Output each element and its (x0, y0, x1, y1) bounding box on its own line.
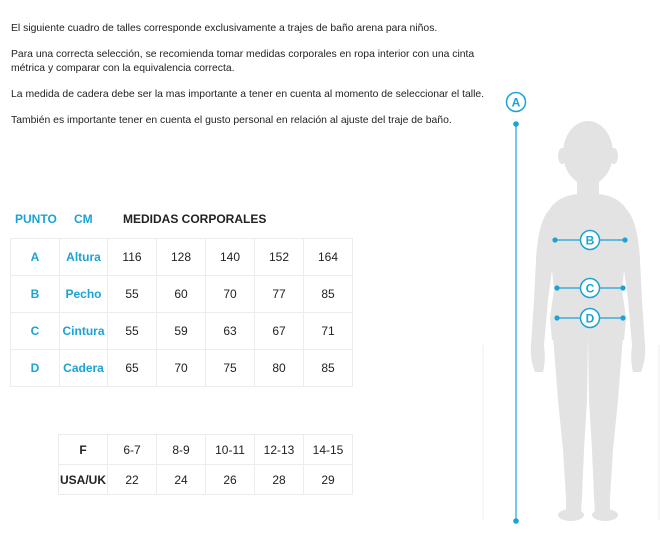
size-cell: 12-13 (255, 435, 304, 465)
table-row (11, 350, 353, 387)
value-cell: 55 (108, 276, 157, 313)
height-dot-bottom (513, 518, 519, 524)
value-cell: 164 (304, 239, 353, 276)
table-row (59, 465, 353, 495)
value-cell: 116 (108, 239, 157, 276)
value-cell: 85 (304, 350, 353, 387)
value-cell: 65 (108, 350, 157, 387)
value-cell: 77 (255, 276, 304, 313)
sizes-table (58, 434, 353, 495)
size-cell: 28 (255, 465, 304, 495)
measure-label: Altura (60, 239, 108, 276)
marker-d-label: D (585, 311, 595, 326)
marker-b-label: B (585, 233, 595, 248)
header-punto: PUNTO (15, 212, 57, 226)
value-cell: 70 (206, 276, 255, 313)
table-row (11, 313, 353, 350)
silhouette-foot (592, 509, 618, 521)
value-cell: 128 (157, 239, 206, 276)
size-row-label: USA/UK (59, 465, 108, 495)
value-cell: 152 (255, 239, 304, 276)
chest-dot (622, 237, 627, 242)
silhouette-ear (610, 148, 618, 164)
size-cell: 8-9 (157, 435, 206, 465)
size-cell: 6-7 (108, 435, 157, 465)
silhouette-head (563, 121, 613, 185)
measurements-table (10, 238, 353, 387)
child-silhouette-figure (480, 80, 660, 540)
value-cell: 80 (255, 350, 304, 387)
size-cell: 22 (108, 465, 157, 495)
size-row-label: F (59, 435, 108, 465)
value-cell: 70 (157, 350, 206, 387)
height-dot-top (513, 121, 519, 127)
value-cell: 67 (255, 313, 304, 350)
header-medidas: MEDIDAS CORPORALES (123, 212, 267, 226)
waist-dot (620, 285, 625, 290)
value-cell: 85 (304, 276, 353, 313)
table-row (11, 239, 353, 276)
point-cell: C (11, 313, 60, 350)
value-cell: 75 (206, 350, 255, 387)
table-row (11, 276, 353, 313)
point-cell: D (11, 350, 60, 387)
value-cell: 60 (157, 276, 206, 313)
value-cell: 63 (206, 313, 255, 350)
value-cell: 59 (157, 313, 206, 350)
silhouette-leg-left (553, 336, 588, 512)
size-cell: 29 (304, 465, 353, 495)
hip-dot (620, 315, 625, 320)
intro-paragraph: También es importante tener en cuenta el gusto personal en relación al ajuste del traje de baño. (11, 115, 452, 126)
size-cell: 26 (206, 465, 255, 495)
size-cell: 14-15 (304, 435, 353, 465)
value-cell: 71 (304, 313, 353, 350)
intro-text (11, 22, 491, 140)
value-cell: 140 (206, 239, 255, 276)
intro-paragraph: El siguiente cuadro de talles corresponde exclusivamente a trajes de baño arena para niños. (11, 23, 438, 34)
silhouette-arm-left (531, 210, 553, 372)
measure-label: Pecho (60, 276, 108, 313)
point-cell: A (11, 239, 60, 276)
waist-dot (554, 285, 559, 290)
silhouette-arm-right (623, 210, 645, 372)
table-row (59, 435, 353, 465)
silhouette-leg-right (588, 336, 623, 512)
intro-paragraph: Para una correcta selección, se recomienda tomar medidas corporales en ropa interior con una cinta métrica y comparar con la equivalencia correcta. (11, 49, 475, 74)
intro-paragraph: La medida de cadera debe ser la mas importante a tener en cuenta al momento de seleccionar el talle. (11, 89, 485, 100)
value-cell: 55 (108, 313, 157, 350)
size-cell: 10-11 (206, 435, 255, 465)
point-cell: B (11, 276, 60, 313)
marker-a-label: A (511, 95, 521, 110)
chest-dot (552, 237, 557, 242)
silhouette-foot (558, 509, 584, 521)
measure-label: Cadera (60, 350, 108, 387)
hip-dot (554, 315, 559, 320)
marker-c-label: C (585, 281, 595, 296)
silhouette-ear (558, 148, 566, 164)
header-cm: CM (74, 212, 93, 226)
size-cell: 24 (157, 465, 206, 495)
measure-label: Cintura (60, 313, 108, 350)
